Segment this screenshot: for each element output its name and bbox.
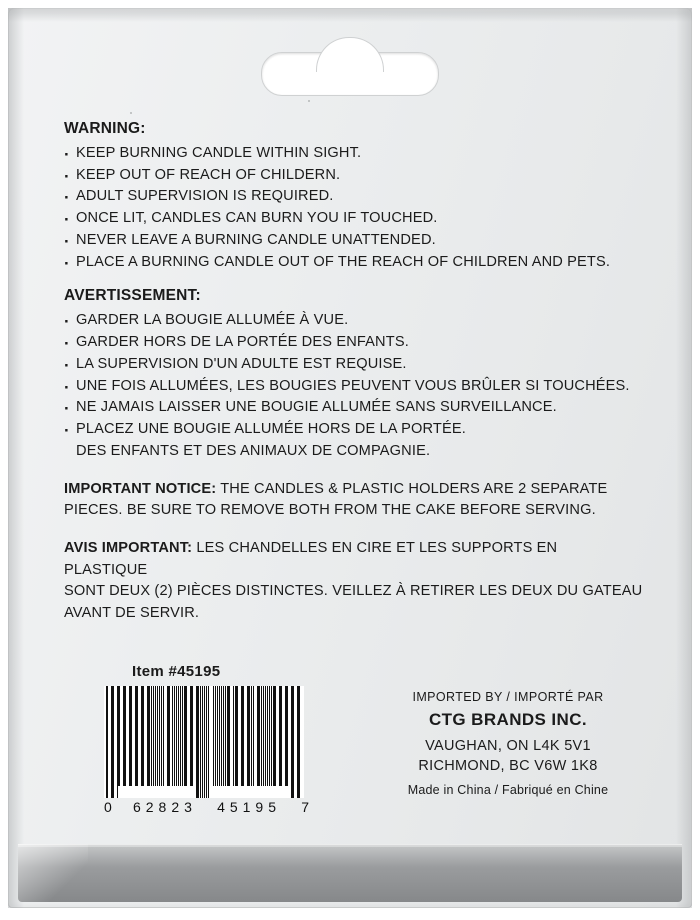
importer-company: CTG BRANDS INC. [428,710,588,729]
list-item: · GARDER HORS DE LA PORTÉE DES ENFANTS. [64,332,644,354]
list-item: · PLACE A BURNING CANDLE OUT OF THE REACH OF CHILDREN AND PETS. [64,252,644,274]
important-notice [64,479,644,522]
important-notice-text1: THE CANDLES & PLASTIC HOLDERS ARE 2 SEPARATE [216,480,608,497]
barcode-bar [247,686,250,798]
package-lip-highlight [18,844,88,902]
list-item: · ONCE LIT, CANDLES CAN BURN YOU IF TOUCHED. [64,208,644,230]
barcode-bar [196,686,199,798]
barcode-bar [123,686,126,798]
barcode-bar [161,686,162,798]
barcode-bar [208,686,209,798]
warning-section [64,120,644,273]
imported-by-label: IMPORTED BY / IMPORTÉ PAR [412,690,604,704]
barcode-bar [285,686,288,798]
card-speck [308,100,310,102]
important-notice-line2: PIECES. BE SURE TO REMOVE BOTH FROM THE CAKE BEFORE SERVING. [64,502,596,519]
card-speck [130,112,132,114]
barcode-bar [271,686,272,798]
list-item: · UNE FOIS ALLUMÉES, LES BOUGIES PEUVENT VOUS BRÛLER SI TOUCHÉES. [64,376,644,398]
importer-address-line2: RICHMOND, BC V6W 1K8 [418,757,598,774]
barcode [104,686,314,815]
barcode-bar [129,686,132,798]
barcode-bar [215,686,216,798]
barcode-bar [253,686,254,798]
list-item: · KEEP BURNING CANDLE WITHIN SIGHT. [64,143,644,165]
barcode-group-2: 45195 [217,799,282,815]
barcode-left-digit: 0 [104,799,113,815]
avertissement-title: AVERTISSEMENT: [64,287,201,305]
product-package-back [8,8,692,908]
barcode-bar [241,686,244,798]
avis-important-line2: SONT DEUX (2) PIÈCES DISTINCTES. VEILLEZ À RETIRER LES DEUX DU GATEAU [64,583,643,600]
barcode-bar [233,686,234,798]
barcode-bar [235,686,238,798]
barcode-quiet-zone [118,786,196,798]
avis-important-text1: LES CHANDELLES EN CIRE ET LES SUPPORTS EN PLASTIQUE [64,540,558,578]
barcode-bar [297,686,300,798]
barcode-bar [167,686,170,798]
barcode-bar [291,686,294,798]
barcode-bar [265,686,266,798]
importer-address-line1: VAUGHAN, ON L4K 5V1 [425,738,591,754]
barcode-bar [204,686,205,798]
package-right-shading [676,8,692,908]
barcode-bar [163,686,164,798]
list-item: · NE JAMAIS LAISSER UNE BOUGIE ALLUMÉE SANS SURVEILLANCE. [64,397,644,419]
barcode-bar [180,686,181,798]
barcode-bar [257,686,260,798]
barcode-bar [159,686,160,798]
barcode-bar [178,686,179,798]
country-of-origin: Made in China / Fabriqué en Chine [407,783,609,798]
barcode-bar [151,686,152,798]
important-notice-label: IMPORTANT NOTICE: [64,480,217,497]
warning-title: WARNING: [64,120,146,137]
package-top-shading [8,8,692,22]
avis-important-line1 [64,538,644,581]
barcode-bar [153,686,154,798]
item-number: Item #45195 [132,663,221,680]
avertissement-section [64,287,644,462]
barcode-bar [221,686,222,798]
importer-block [378,690,638,797]
barcode-bar [200,686,201,798]
barcode-bar [273,686,276,798]
barcode-bar [106,686,108,798]
barcode-bar [263,686,264,798]
barcode-right-digit: 7 [301,799,310,815]
barcode-bar [174,686,175,798]
barcode-bar [184,686,187,798]
barcode-bars [104,686,304,798]
list-item-continuation: DES ENFANTS ET DES ANIMAUX DE COMPAGNIE. [76,442,431,459]
barcode-bar [223,686,224,798]
list-item: · ADULT SUPERVISION IS REQUIRED. [64,186,644,208]
avis-important [64,538,644,625]
warning-bullet-list [64,143,644,273]
euro-hang-hole [261,52,439,96]
barcode-bar [155,686,156,798]
important-notice-line1 [64,479,644,501]
list-item: · LA SUPERVISION D'UN ADULTE EST REQUISE. [64,354,644,376]
barcode-digits [104,799,310,815]
barcode-bar [279,686,282,798]
list-item: · NEVER LEAVE A BURNING CANDLE UNATTENDED. [64,230,644,252]
barcode-bar [182,686,183,798]
barcode-bar [269,686,270,798]
avis-important-line3: AVANT DE SERVIR. [64,605,200,622]
avis-important-label: AVIS IMPORTANT: [64,540,193,557]
avertissement-bullet-list [64,310,644,462]
barcode-bar [157,686,158,798]
package-bottom-lip [18,844,682,902]
barcode-bar [267,686,268,798]
barcode-bar [111,686,114,798]
barcode-bar [190,686,193,798]
barcode-bar [147,686,150,798]
barcode-bar [261,686,262,798]
barcode-bar [176,686,177,798]
barcode-bar [172,686,173,798]
barcode-bar [217,686,218,798]
package-left-shading [8,8,24,908]
label-text-block [64,120,644,625]
barcode-bar [117,686,120,798]
barcode-bar [206,686,207,798]
barcode-bar [225,686,226,798]
barcode-bar [141,686,144,798]
barcode-bar [135,686,138,798]
list-item: · KEEP OUT OF REACH OF CHILDERN. [64,165,644,187]
importer-address [378,737,638,776]
barcode-bar [251,686,252,798]
barcode-group-1: 62823 [132,799,197,815]
list-item: · PLACEZ UNE BOUGIE ALLUMÉE HORS DE LA PORTÉE. [64,419,644,441]
barcode-quiet-zone [212,786,290,798]
barcode-bar [202,686,203,798]
list-item: · GARDER LA BOUGIE ALLUMÉE À VUE. [64,310,644,332]
barcode-bar [213,686,214,798]
barcode-bar [227,686,230,798]
barcode-bar [219,686,220,798]
